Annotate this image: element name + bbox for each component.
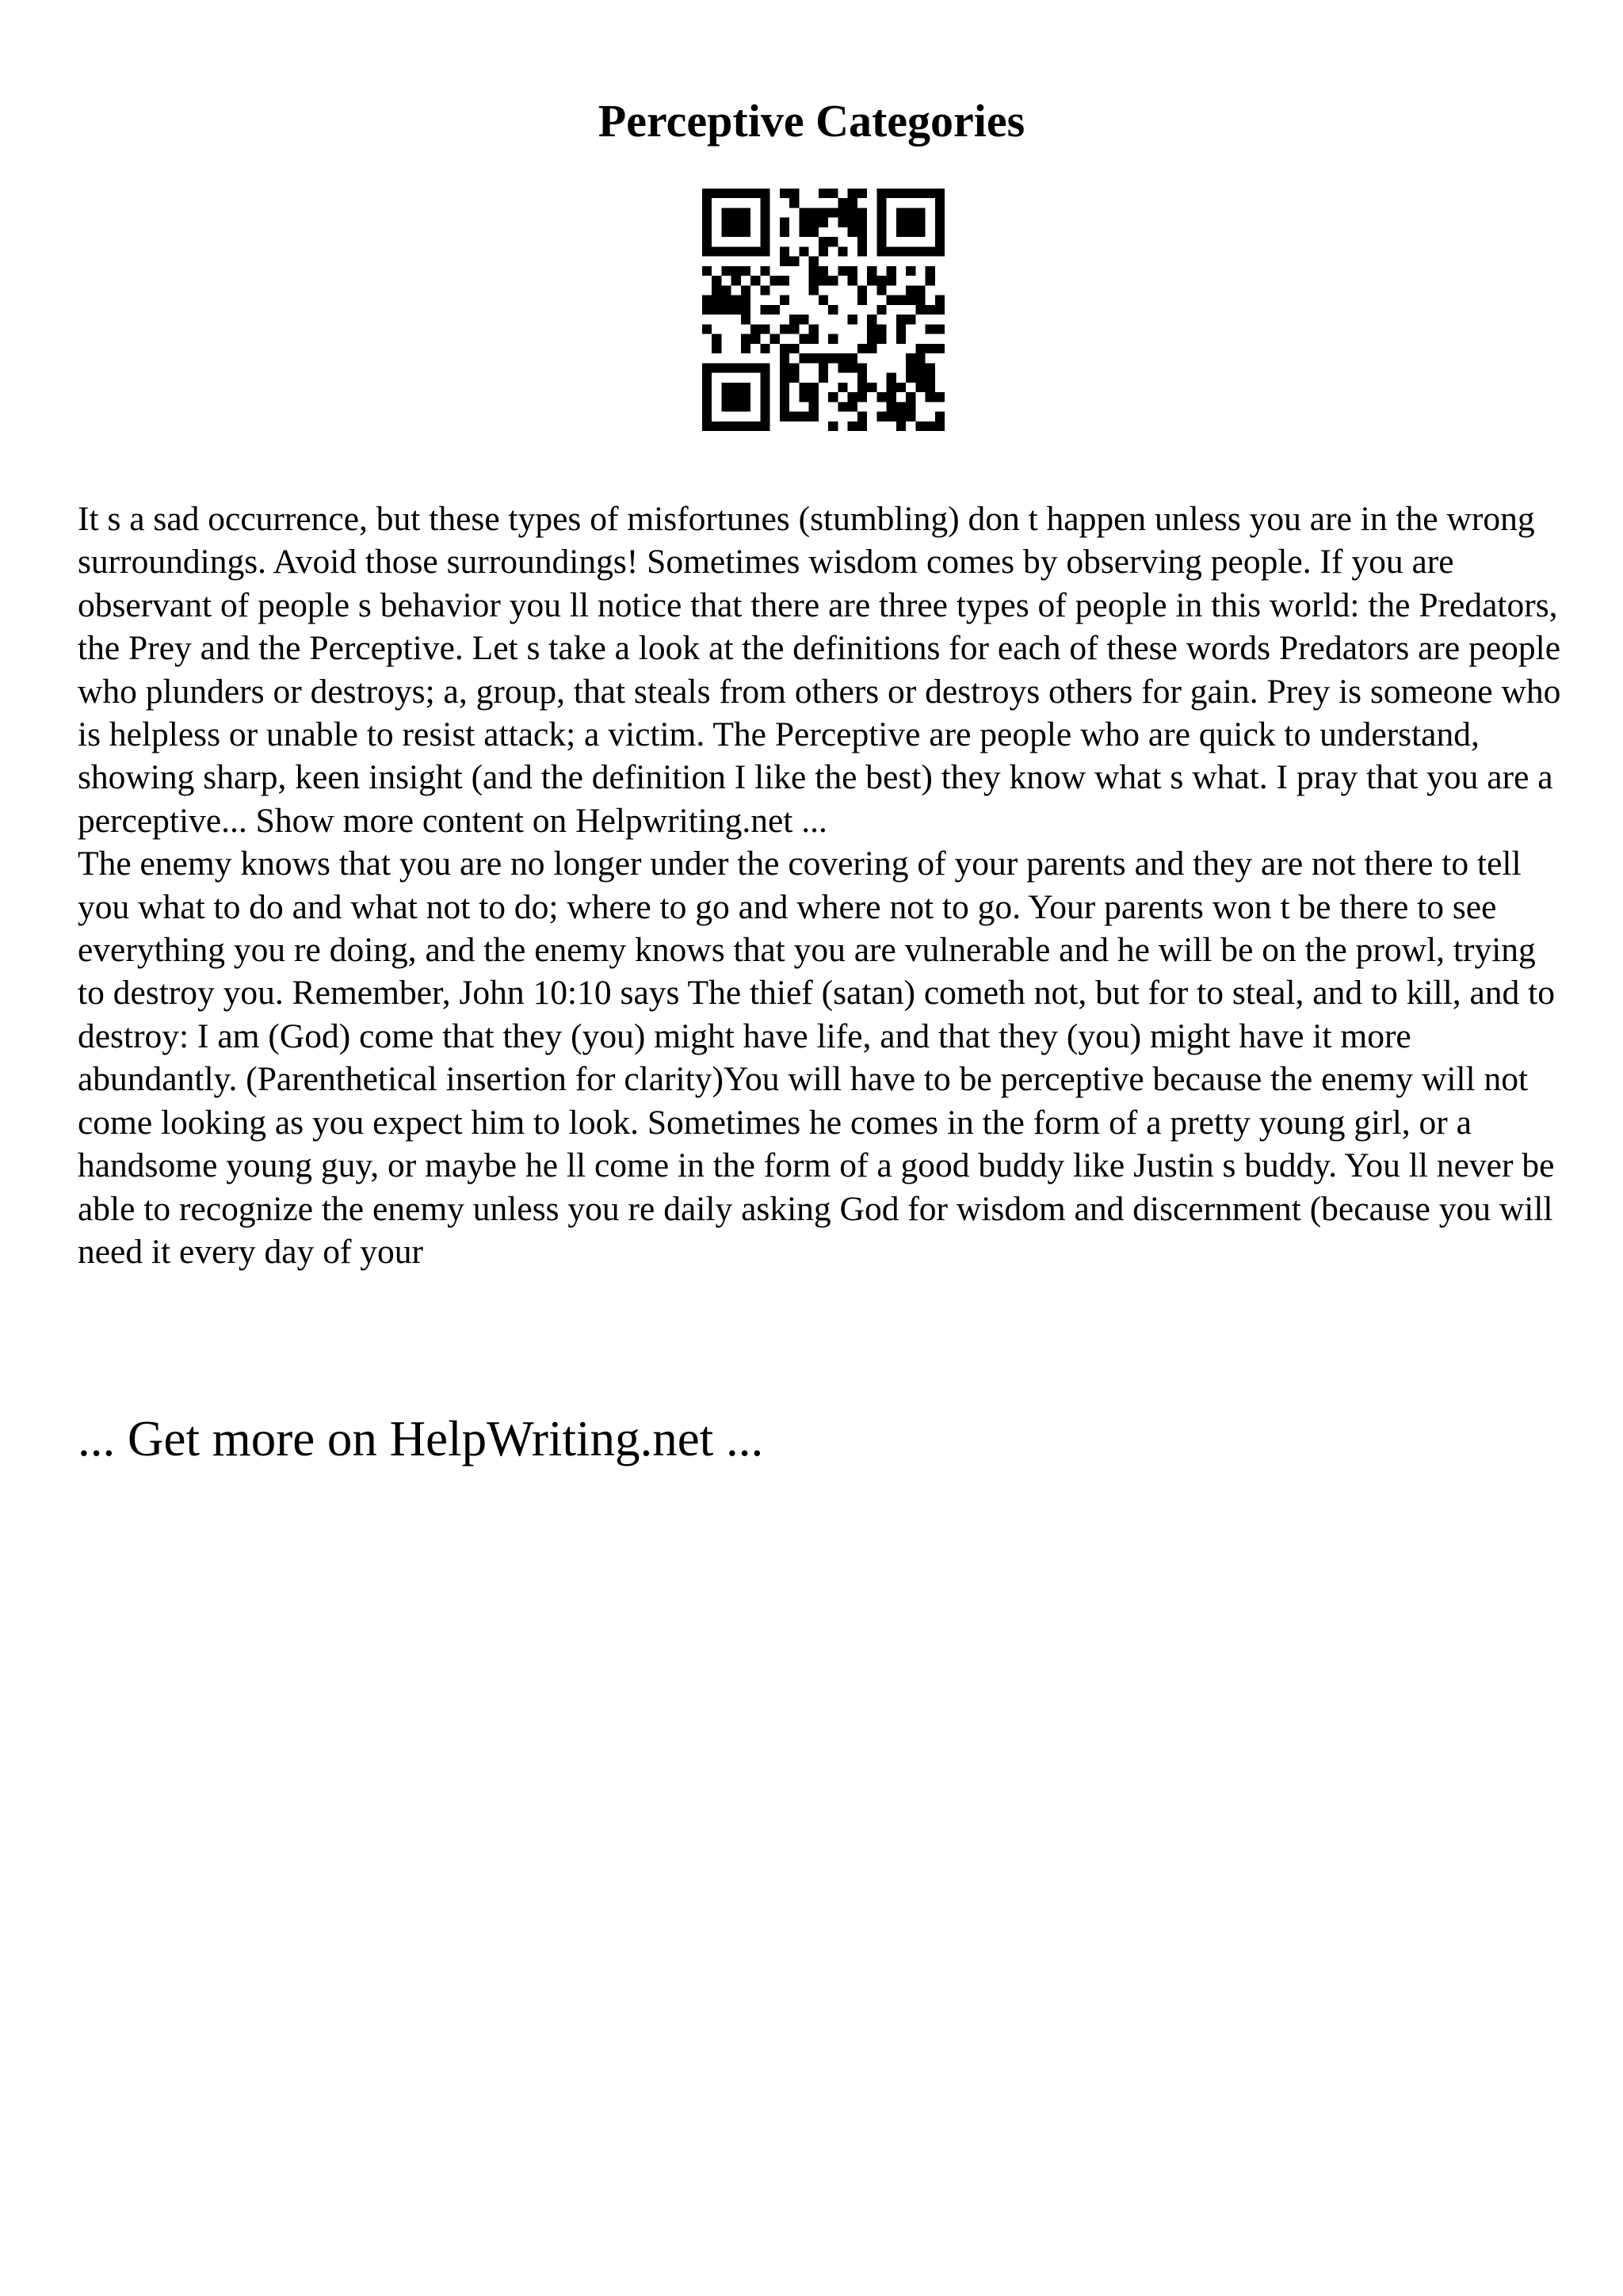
get-more-link[interactable]: ... Get more on HelpWriting.net ...	[78, 1411, 764, 1466]
page-title: Perceptive Categories	[598, 95, 1025, 147]
qr-code-icon	[702, 189, 945, 431]
paragraph-1: It s a sad occurrence, but these types of misfortunes (stumbling) don t happen unless you are in the wrong surroundings. Avoid those surroundings! Sometimes wisdom comes by observing people. If you are observant of people s behavior you ll notice that there are three types of people in this world: the Predators, the Prey and the Perceptive. Let s take a look at the definitions for each of these words Predators are people who plunders or destroys; a, group, that steals from others or destroys others for gain. Prey is someone who is helpless or unable to resist attack; a victim. The Perceptive are people who are quick to understand, showing sharp, keen insight (and the definition I like the best) they know what s what. I pray that you are a perceptive... Show more content on Helpwriting.net ...	[78, 500, 1561, 840]
paragraph-2: The enemy knows that you are no longer under the covering of your parents and they are not there to tell you what to do and what not to do; where to go and where not to go. Your parents won t be there to see everything you re doing, and the enemy knows that you are vulnerable and he will be on the prowl, trying to destroy you. Remember, John 10:10 says The thief (satan) cometh not, but for to steal, and to kill, and to destroy: I am (God) come that they (you) might have life, and that they (you) might have it more abundantly. (Parenthetical insertion for clarity)You will have to be perceptive because the enemy will not come looking as you expect him to look. Sometimes he comes in the form of a pretty young girl, or a handsome young guy, or maybe he ll come in the form of a good buddy like Justin s buddy. You ll never be able to recognize the enemy unless you re daily asking God for wisdom and discernment (because you will need it every day of your	[78, 845, 1555, 1271]
article-body	[78, 498, 1568, 1273]
qr-code-image	[702, 189, 945, 431]
